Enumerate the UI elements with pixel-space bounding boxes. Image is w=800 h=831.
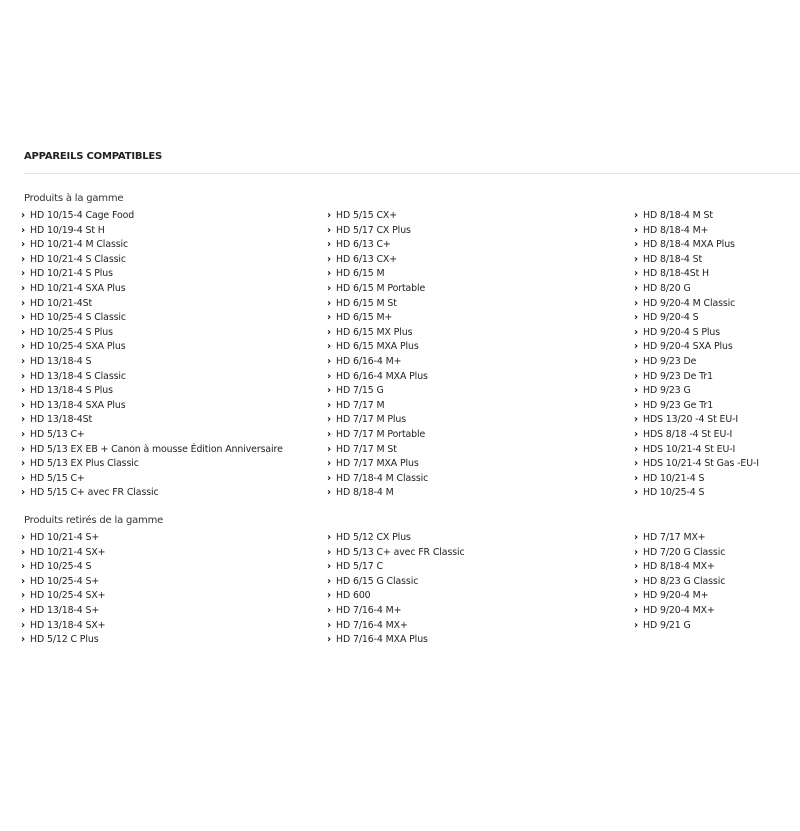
product-link[interactable] — [327, 253, 428, 268]
product-name: HD 5/12 CX Plus — [336, 532, 411, 543]
product-name: HD 10/25-4 S+ — [30, 575, 100, 587]
product-name: HD 9/20-4 M Classic — [643, 297, 736, 309]
product-name: HD 7/18-4 M Classic — [336, 472, 429, 484]
product-link[interactable] — [634, 238, 759, 253]
product-name: HD 6/15 M — [336, 268, 385, 280]
product-link[interactable] — [21, 355, 283, 370]
product-column — [327, 209, 429, 501]
product-name: HD 9/23 G — [643, 385, 691, 397]
product-name: HD 6/15 M+ — [336, 312, 393, 324]
chevron-right-icon: › — [21, 443, 26, 455]
product-link[interactable] — [21, 399, 283, 414]
chevron-right-icon: › — [327, 619, 332, 631]
chevron-right-icon: › — [634, 604, 639, 616]
chevron-right-icon: › — [634, 399, 639, 411]
chevron-right-icon: › — [327, 414, 332, 426]
product-link[interactable] — [21, 560, 105, 575]
product-name: HD 10/21-4 SXA Plus — [30, 282, 126, 294]
chevron-right-icon: › — [634, 312, 639, 324]
chevron-right-icon: › — [634, 253, 639, 265]
chevron-right-icon: › — [327, 575, 332, 587]
product-link[interactable] — [21, 311, 283, 326]
chevron-right-icon: › — [327, 224, 332, 236]
product-name: HD 9/20-4 SXA Plus — [643, 341, 733, 353]
chevron-right-icon: › — [21, 546, 26, 558]
chevron-right-icon: › — [634, 561, 639, 573]
product-name: HD 5/13 EX Plus Classic — [30, 458, 139, 470]
product-name: HD 8/18-4 MX+ — [643, 561, 715, 573]
chevron-right-icon: › — [327, 443, 332, 455]
product-name: HD 6/13 CX+ — [336, 253, 398, 265]
chevron-right-icon: › — [634, 239, 639, 251]
product-name: HD 10/15-4 Cage Food — [30, 210, 135, 221]
product-link[interactable] — [634, 370, 759, 385]
product-name: HD 13/18-4 S Plus — [30, 385, 113, 397]
product-link[interactable] — [634, 224, 759, 239]
product-link[interactable] — [21, 443, 283, 458]
product-link[interactable] — [634, 209, 759, 224]
product-link[interactable] — [21, 340, 283, 355]
chevron-right-icon: › — [21, 282, 26, 294]
product-link[interactable] — [327, 413, 428, 428]
product-link[interactable] — [21, 472, 283, 487]
product-link[interactable] — [634, 472, 759, 487]
chevron-right-icon: › — [21, 326, 26, 338]
chevron-right-icon: › — [634, 532, 639, 543]
chevron-right-icon: › — [634, 414, 639, 426]
product-name: HD 7/17 M Plus — [336, 414, 407, 426]
product-name: HD 13/18-4 SXA Plus — [30, 399, 126, 411]
product-link[interactable] — [327, 340, 428, 355]
product-link[interactable] — [21, 428, 283, 443]
product-name: HD 10/21-4 S+ — [30, 532, 100, 543]
product-link[interactable] — [327, 282, 428, 297]
product-link[interactable] — [21, 238, 283, 253]
product-name: HD 6/15 MXA Plus — [336, 341, 419, 353]
product-name: HD 7/16-4 M+ — [336, 604, 402, 616]
product-link[interactable] — [634, 575, 726, 590]
chevron-right-icon: › — [21, 385, 26, 397]
chevron-right-icon: › — [634, 546, 639, 558]
product-name: HD 5/13 C+ avec FR Classic — [336, 546, 465, 558]
product-name: HD 7/17 M St — [336, 443, 397, 455]
product-link[interactable] — [634, 340, 759, 355]
chevron-right-icon: › — [21, 575, 26, 587]
chevron-right-icon: › — [327, 370, 332, 382]
chevron-right-icon: › — [327, 326, 332, 338]
chevron-right-icon: › — [327, 239, 332, 251]
chevron-right-icon: › — [21, 414, 26, 426]
product-name: HD 5/12 C Plus — [30, 634, 99, 646]
product-name: HD 9/20-4 M+ — [643, 590, 709, 602]
product-link[interactable] — [634, 282, 759, 297]
product-name: HD 13/18-4 SX+ — [30, 619, 106, 631]
product-name: HD 10/25-4 S Classic — [30, 312, 126, 324]
product-columns — [21, 531, 800, 831]
product-name: HD 9/20-4 MX+ — [643, 604, 715, 616]
product-name: HD 10/21-4 M Classic — [30, 239, 129, 251]
product-link[interactable] — [21, 619, 106, 634]
product-link[interactable] — [634, 486, 759, 501]
product-link[interactable] — [327, 604, 465, 619]
product-name: HD 10/25-4 SX+ — [30, 590, 106, 602]
chevron-right-icon: › — [21, 532, 26, 543]
product-link[interactable] — [634, 428, 759, 443]
product-link[interactable] — [634, 619, 725, 634]
chevron-right-icon: › — [21, 239, 26, 251]
product-name: HD 7/17 MX+ — [643, 532, 706, 543]
product-link[interactable] — [634, 531, 725, 546]
product-link[interactable] — [327, 238, 428, 253]
product-name: HD 10/19-4 St H — [30, 224, 105, 236]
chevron-right-icon: › — [327, 385, 332, 397]
product-link[interactable] — [327, 443, 428, 458]
product-columns — [21, 209, 800, 509]
product-link[interactable] — [327, 589, 465, 604]
product-link[interactable] — [327, 619, 465, 634]
product-link[interactable] — [327, 224, 428, 239]
chevron-right-icon: › — [21, 224, 26, 236]
product-name: HDS 13/20 -4 St EU-I — [643, 414, 739, 426]
product-link[interactable] — [634, 413, 759, 428]
product-link[interactable] — [21, 546, 106, 561]
product-name: HD 9/21 G — [643, 619, 691, 631]
product-column — [634, 209, 759, 501]
product-name: HD 7/16-4 MXA Plus — [336, 634, 428, 646]
chevron-right-icon: › — [21, 355, 26, 367]
product-name: HD 8/23 G Classic — [643, 575, 726, 587]
product-link[interactable] — [21, 589, 106, 604]
product-name: HD 10/21-4 S Plus — [30, 268, 113, 280]
product-name: HD 6/16-4 MXA Plus — [336, 370, 428, 382]
chevron-right-icon: › — [327, 590, 332, 602]
chevron-right-icon: › — [634, 224, 639, 236]
chevron-right-icon: › — [634, 297, 639, 309]
product-name: HD 9/23 De Tr1 — [643, 370, 714, 382]
chevron-right-icon: › — [634, 385, 639, 397]
product-column — [634, 531, 726, 633]
chevron-right-icon: › — [21, 458, 26, 470]
product-link[interactable] — [21, 531, 105, 546]
product-name: HD 8/18-4 St — [643, 253, 703, 265]
chevron-right-icon: › — [327, 399, 332, 411]
product-link[interactable] — [634, 384, 759, 399]
chevron-right-icon: › — [327, 604, 332, 616]
page-title: APPAREILS COMPATIBLES — [24, 151, 163, 162]
product-link[interactable] — [327, 633, 465, 648]
product-name: HD 5/17 CX Plus — [336, 224, 411, 236]
product-column — [327, 531, 465, 648]
product-name: HD 5/15 CX+ — [336, 210, 398, 221]
product-link[interactable] — [327, 267, 428, 282]
product-name: HD 7/16-4 MX+ — [336, 619, 408, 631]
product-link[interactable] — [327, 311, 428, 326]
chevron-right-icon: › — [634, 326, 639, 338]
chevron-right-icon: › — [327, 210, 332, 221]
product-link[interactable] — [21, 224, 283, 239]
chevron-right-icon: › — [327, 341, 332, 353]
product-name: HD 13/18-4 S Classic — [30, 370, 126, 382]
product-name: HD 8/18-4 MXA Plus — [643, 239, 735, 251]
product-name: HD 9/23 Ge Tr1 — [643, 399, 714, 411]
chevron-right-icon: › — [327, 532, 332, 543]
product-name: HD 13/18-4 S+ — [30, 604, 100, 616]
chevron-right-icon: › — [634, 575, 639, 587]
product-name: HD 8/18-4 M+ — [643, 224, 709, 236]
chevron-right-icon: › — [21, 428, 26, 440]
chevron-right-icon: › — [21, 297, 26, 309]
product-link[interactable] — [634, 546, 726, 561]
divider — [24, 173, 800, 174]
product-name: HD 8/18-4 M — [336, 487, 394, 499]
chevron-right-icon: › — [634, 370, 639, 382]
chevron-right-icon: › — [327, 561, 332, 573]
chevron-right-icon: › — [327, 546, 332, 558]
product-link[interactable] — [21, 633, 105, 648]
chevron-right-icon: › — [21, 210, 26, 221]
product-name: HDS 8/18 -4 St EU-I — [643, 428, 733, 440]
product-name: HD 7/20 G Classic — [643, 546, 726, 558]
product-name: HD 10/21-4 S — [643, 472, 705, 484]
product-name: HD 10/25-4 S — [643, 487, 705, 499]
product-name: HD 5/13 C+ — [30, 428, 85, 440]
product-name: HD 5/15 C+ — [30, 472, 85, 484]
product-link[interactable] — [327, 472, 429, 487]
product-name: HD 7/17 MXA Plus — [336, 458, 419, 470]
product-column — [21, 209, 283, 501]
product-name: HD 9/20-4 S — [643, 312, 699, 324]
product-name: HD 9/20-4 S Plus — [643, 326, 721, 338]
chevron-right-icon: › — [634, 282, 639, 294]
product-link[interactable] — [21, 326, 283, 341]
chevron-right-icon: › — [21, 253, 26, 265]
chevron-right-icon: › — [327, 312, 332, 324]
product-name: HD 5/17 C — [336, 561, 383, 573]
product-link[interactable] — [634, 267, 759, 282]
chevron-right-icon: › — [21, 487, 26, 499]
product-name: HD 6/13 C+ — [336, 239, 391, 251]
product-link[interactable] — [634, 311, 759, 326]
chevron-right-icon: › — [634, 268, 639, 280]
product-link[interactable] — [327, 297, 428, 312]
product-link[interactable] — [327, 370, 428, 385]
product-name: HD 8/18-4 M St — [643, 210, 713, 221]
chevron-right-icon: › — [327, 428, 332, 440]
product-link[interactable] — [327, 209, 428, 224]
product-name: HD 10/21-4 S Classic — [30, 253, 126, 265]
product-name: HDS 10/21-4 St EU-I — [643, 443, 736, 455]
chevron-right-icon: › — [327, 487, 332, 499]
product-name: HD 6/15 G Classic — [336, 575, 419, 587]
product-link[interactable] — [327, 399, 428, 414]
chevron-right-icon: › — [634, 472, 639, 484]
product-link[interactable] — [634, 560, 725, 575]
chevron-right-icon: › — [327, 253, 332, 265]
product-name: HD 8/20 G — [643, 282, 691, 294]
chevron-right-icon: › — [634, 341, 639, 353]
product-link[interactable] — [634, 604, 725, 619]
chevron-right-icon: › — [634, 210, 639, 221]
chevron-right-icon: › — [21, 590, 26, 602]
chevron-right-icon: › — [327, 297, 332, 309]
product-link[interactable] — [327, 575, 465, 590]
chevron-right-icon: › — [634, 355, 639, 367]
chevron-right-icon: › — [634, 458, 639, 470]
chevron-right-icon: › — [21, 370, 26, 382]
product-link[interactable] — [327, 560, 465, 575]
product-name: HD 6/16-4 M+ — [336, 355, 402, 367]
chevron-right-icon: › — [21, 268, 26, 280]
chevron-right-icon: › — [21, 312, 26, 324]
product-link[interactable] — [327, 428, 428, 443]
chevron-right-icon: › — [21, 634, 26, 646]
chevron-right-icon: › — [634, 590, 639, 602]
product-name: HD 6/15 M St — [336, 297, 397, 309]
product-link[interactable] — [21, 486, 283, 501]
product-name: HDS 10/21-4 St Gas -EU-I — [643, 458, 759, 470]
product-column — [21, 531, 106, 648]
chevron-right-icon: › — [21, 472, 26, 484]
section-heading: Produits à la gamme — [24, 193, 124, 204]
chevron-right-icon: › — [327, 472, 332, 484]
chevron-right-icon: › — [634, 443, 639, 455]
product-link[interactable] — [634, 457, 759, 472]
product-link[interactable] — [21, 209, 283, 224]
chevron-right-icon: › — [21, 341, 26, 353]
product-link[interactable] — [21, 575, 105, 590]
product-name: HD 13/18-4St — [30, 414, 93, 426]
product-name: HD 5/15 C+ avec FR Classic — [30, 487, 159, 499]
product-link[interactable] — [327, 384, 428, 399]
product-link[interactable] — [21, 253, 283, 268]
product-link[interactable] — [21, 413, 283, 428]
product-name: HD 10/21-4St — [30, 297, 93, 309]
product-name: HD 7/17 M — [336, 399, 385, 411]
chevron-right-icon: › — [21, 604, 26, 616]
product-name: HD 5/13 EX EB + Canon à mousse Édition Anniversaire — [30, 443, 283, 455]
product-link[interactable] — [327, 457, 428, 472]
product-name: HD 13/18-4 S — [30, 355, 92, 367]
product-link[interactable] — [634, 399, 759, 414]
section-current-products — [21, 192, 800, 509]
product-name: HD 10/25-4 S Plus — [30, 326, 113, 338]
section-heading: Produits retirés de la gamme — [24, 515, 164, 526]
product-link[interactable] — [634, 355, 759, 370]
product-link[interactable] — [21, 370, 283, 385]
chevron-right-icon: › — [21, 399, 26, 411]
product-link[interactable] — [21, 267, 283, 282]
chevron-right-icon: › — [327, 355, 332, 367]
product-name: HD 7/15 G — [336, 385, 384, 397]
product-name: HD 10/25-4 SXA Plus — [30, 341, 126, 353]
product-link[interactable] — [21, 384, 283, 399]
product-name: HD 8/18-4St H — [643, 268, 710, 280]
chevron-right-icon: › — [634, 619, 639, 631]
product-name: HD 9/23 De — [643, 355, 697, 367]
chevron-right-icon: › — [327, 634, 332, 646]
chevron-right-icon: › — [21, 619, 26, 631]
chevron-right-icon: › — [21, 561, 26, 573]
section-discontinued-products — [21, 514, 800, 831]
product-link[interactable] — [327, 531, 465, 546]
product-link[interactable] — [21, 297, 283, 312]
chevron-right-icon: › — [327, 268, 332, 280]
product-link[interactable] — [634, 297, 759, 312]
product-name: HD 6/15 MX Plus — [336, 326, 413, 338]
chevron-right-icon: › — [634, 428, 639, 440]
product-link[interactable] — [327, 546, 465, 561]
product-link[interactable] — [21, 604, 105, 619]
product-name: HD 600 — [336, 590, 371, 602]
product-link[interactable] — [21, 282, 283, 297]
product-link[interactable] — [327, 355, 428, 370]
product-link[interactable] — [327, 486, 428, 501]
chevron-right-icon: › — [634, 487, 639, 499]
product-link[interactable] — [327, 326, 428, 341]
product-link[interactable] — [634, 326, 759, 341]
chevron-right-icon: › — [327, 282, 332, 294]
product-name: HD 6/15 M Portable — [336, 282, 426, 294]
product-name: HD 7/17 M Portable — [336, 428, 426, 440]
product-link[interactable] — [634, 443, 759, 458]
product-link[interactable] — [634, 589, 725, 604]
product-name: HD 10/21-4 SX+ — [30, 546, 106, 558]
chevron-right-icon: › — [327, 458, 332, 470]
product-name: HD 10/25-4 S — [30, 561, 92, 573]
product-link[interactable] — [21, 457, 283, 472]
product-link[interactable] — [634, 253, 759, 268]
